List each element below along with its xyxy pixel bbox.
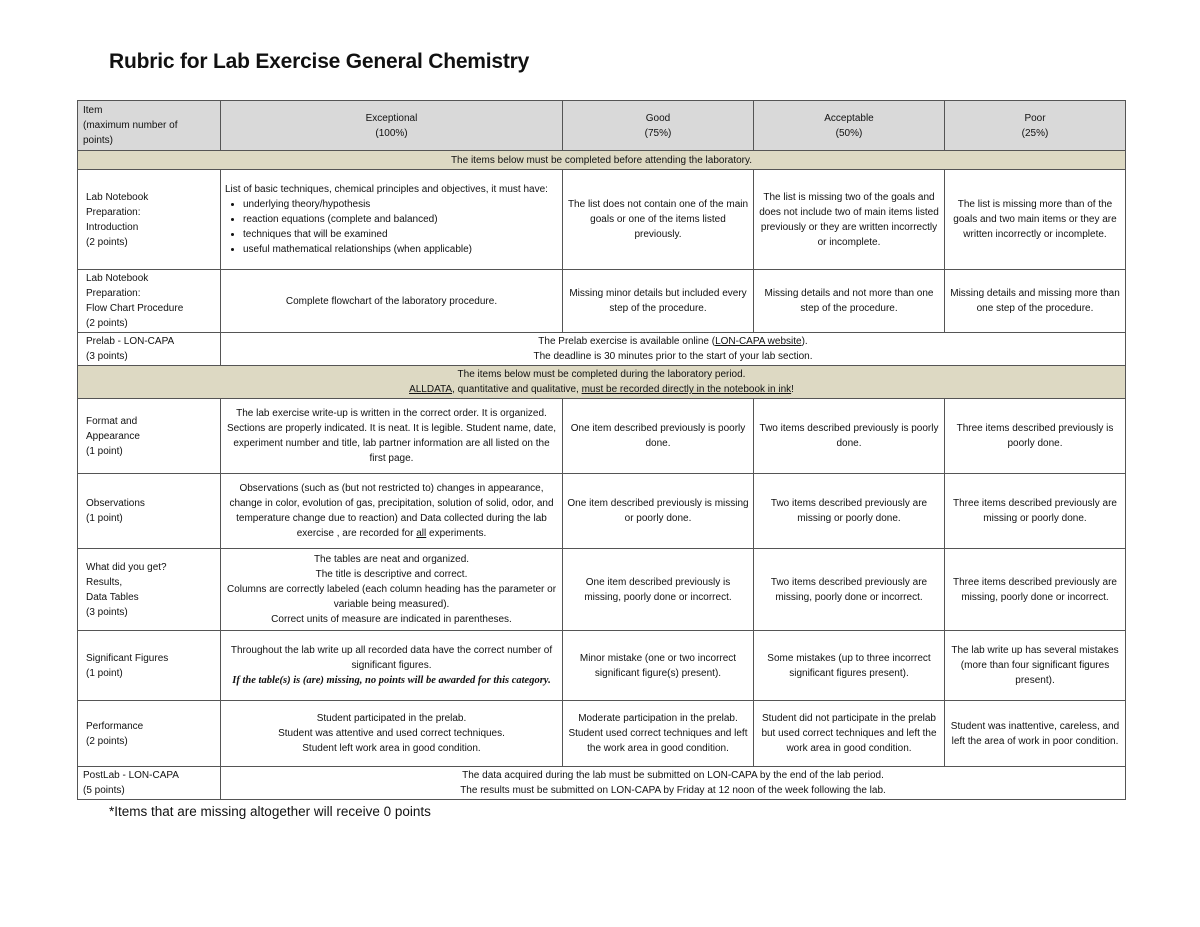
header-label: Poor [1024, 112, 1046, 124]
header-label: Good [645, 112, 671, 124]
page-title: Rubric for Lab Exercise General Chemistry [109, 50, 530, 73]
row-introduction [78, 170, 1126, 270]
item-line: Appearance [86, 430, 140, 442]
postlab-text-cell [221, 767, 1126, 800]
criteria-text: are recorded for [339, 528, 417, 539]
acceptable-cell: Two items described previously are missing, poorly done or incorrect. [754, 549, 945, 631]
header-label: Acceptable [824, 112, 874, 124]
row-results [78, 549, 1126, 631]
header-exceptional [221, 101, 563, 151]
row-flow-chart [78, 270, 1126, 333]
item-line: Results, [86, 576, 123, 588]
header-poor [945, 101, 1126, 151]
list-item: • reaction equations (complete and balanced) [243, 212, 558, 227]
item-cell [78, 701, 221, 767]
item-line: Lab Notebook [86, 191, 149, 203]
header-percent: (100%) [375, 127, 408, 139]
item-line: Flow Chart Procedure [86, 303, 184, 314]
row-prelab [78, 333, 1126, 366]
item-line: (2 points) [86, 318, 128, 329]
item-line: (5 points) [83, 785, 125, 796]
list-item: • techniques that will be examined [243, 227, 558, 242]
exceptional-cell [221, 631, 563, 701]
list-item: • underlying theory/hypothesis [243, 197, 558, 212]
item-cell [78, 333, 221, 366]
item-line: (1 point) [86, 513, 123, 524]
criteria-line: The tables are neat and organized. [313, 554, 470, 565]
exceptional-cell: The lab exercise write-up is written in the correct order. It is organized. Sections are properly indicated. It is neat. It is legible. Student name, date, experiment number and title, lab partner information are all listed on the first page. [221, 399, 563, 474]
item-cell [78, 474, 221, 549]
item-line: (2 points) [86, 236, 128, 248]
good-cell: One item described previously is missing or poorly done. [563, 474, 754, 549]
row-performance [78, 701, 1126, 767]
band-text: The items below must be completed before attending the laboratory. [78, 151, 1126, 170]
acceptable-cell: Missing details and not more than one step of the procedure. [754, 270, 945, 333]
list-item: • useful mathematical relationships (when applicable) [243, 242, 558, 257]
header-item-line: Item [83, 105, 103, 116]
acceptable-cell: The list is missing two of the goals and does not include two of main items listed previously or they are written incorrectly or incomplete. [754, 170, 945, 270]
header-percent: (75%) [644, 127, 672, 139]
acceptable-cell: Two items described previously are missing or poorly done. [754, 474, 945, 549]
criteria-text: List of basic techniques, chemical principles and objectives, it must have: [225, 184, 548, 195]
item-line: Significant Figures [86, 652, 169, 664]
header-acceptable [754, 101, 945, 151]
band-text: The items below must be completed during the laboratory period. [457, 369, 746, 380]
item-line: (1 point) [86, 667, 123, 679]
lon-capa-link[interactable]: LON-CAPA website [715, 336, 802, 347]
poor-cell: Student was inattentive, careless, and left the area of work in poor condition. [945, 701, 1126, 767]
item-line: Preparation: [86, 288, 141, 299]
criteria-line: Student left work area in good condition. [302, 743, 481, 754]
good-cell: Minor mistake (one or two incorrect significant figure(s) present). [563, 631, 754, 701]
header-row [78, 101, 1126, 151]
criteria-line: The title is descriptive and correct. [315, 569, 468, 580]
footnote: *Items that are missing altogether will receive 0 points [109, 804, 431, 819]
item-line: (1 point) [86, 445, 123, 457]
band-text [82, 382, 1121, 397]
criteria-warning: If the table(s) is (are) missing, no points will be awarded for this category. [232, 675, 551, 686]
poor-cell: The list is missing more than of the goals and two main items or they are written incorrectly or incomplete. [945, 170, 1126, 270]
poor-cell: Three items described previously is poorly done. [945, 399, 1126, 474]
band-cell [78, 366, 1126, 399]
prelab-text: The Prelab exercise is available online ( [538, 336, 716, 347]
criteria-text: experiments. [426, 528, 487, 539]
good-cell: The list does not contain one of the main goals or one of the items listed previously. [563, 170, 754, 270]
prelab-text-cell [221, 333, 1126, 366]
prelab-text: ). [801, 336, 808, 347]
band-text: ! [791, 384, 794, 395]
band-emphasis: ALLDATA [409, 384, 453, 395]
criteria-list [225, 197, 558, 257]
acceptable-cell: Two items described previously is poorly done. [754, 399, 945, 474]
header-item-line: (maximum number of [83, 120, 178, 131]
item-line: Introduction [86, 221, 139, 233]
poor-cell: Three items described previously are missing, poorly done or incorrect. [945, 549, 1126, 631]
poor-cell: Three items described previously are missing or poorly done. [945, 474, 1126, 549]
item-cell [78, 767, 221, 800]
criteria-line: Student participated in the prelab. [316, 713, 467, 724]
good-cell: One item described previously is missing, poorly done or incorrect. [563, 549, 754, 631]
acceptable-cell: Some mistakes (up to three incorrect significant figures present). [754, 631, 945, 701]
band-emphasis: must be recorded directly in the notebook in ink [581, 384, 792, 395]
rubric-table [77, 100, 1126, 800]
band-text: , quantitative and qualitative, [452, 384, 582, 395]
prelab-deadline: The deadline is 30 minutes prior to the start of your lab section. [533, 351, 813, 362]
row-format [78, 399, 1126, 474]
header-item-cell [78, 101, 221, 151]
criteria-line: Columns are correctly labeled (each column heading has the parameter or variable being measured). [226, 584, 557, 610]
criteria-emphasis: all [416, 528, 427, 539]
criteria-line: Student was attentive and used correct techniques. [278, 728, 505, 739]
item-cell [78, 170, 221, 270]
criteria-line: Correct units of measure are indicated in parentheses. [271, 614, 512, 625]
section-band-during-lab [78, 366, 1126, 399]
item-line: PostLab - LON-CAPA [83, 770, 179, 781]
item-line: Data Tables [86, 591, 139, 603]
item-line: Lab Notebook [86, 273, 149, 284]
criteria-text: Observations (such as (but not restricted to) changes in appearance, change in color, evolution of gas, precipitation, solution of solid, odor, and temperature change due to reaction) and Data collected during the lab exercise , [229, 483, 554, 539]
item-cell [78, 270, 221, 333]
item-line: Format and [86, 415, 138, 427]
good-cell: One item described previously is poorly done. [563, 399, 754, 474]
poor-cell: The lab write up has several mistakes (more than four significant figures present). [945, 631, 1126, 701]
section-band-before-lab [78, 151, 1126, 170]
item-line: Preparation: [86, 206, 141, 218]
item-cell [78, 399, 221, 474]
row-postlab [78, 767, 1126, 800]
header-percent: (25%) [1021, 127, 1049, 139]
header-percent: (50%) [835, 127, 863, 139]
postlab-line: The data acquired during the lab must be submitted on LON-CAPA by the end of the lab period. [462, 770, 884, 781]
good-cell: Moderate participation in the prelab. Student used correct techniques and left the work area in good condition. [563, 701, 754, 767]
good-cell: Missing minor details but included every step of the procedure. [563, 270, 754, 333]
header-item-line: points) [83, 135, 114, 146]
postlab-line: The results must be submitted on LON-CAPA by Friday at 12 noon of the week following the lab. [460, 785, 886, 796]
exceptional-cell [221, 474, 563, 549]
header-good [563, 101, 754, 151]
header-label: Exceptional [365, 112, 418, 124]
item-cell [78, 631, 221, 701]
item-line: Prelab - LON-CAPA [86, 336, 175, 347]
item-line: (3 points) [86, 351, 128, 362]
row-significant-figures [78, 631, 1126, 701]
item-line: Performance [86, 720, 144, 732]
acceptable-cell: Student did not participate in the prelab but used correct techniques and left the work area in good condition. [754, 701, 945, 767]
item-cell [78, 549, 221, 631]
poor-cell: Missing details and missing more than one step of the procedure. [945, 270, 1126, 333]
item-line: What did you get? [86, 561, 167, 573]
row-observations [78, 474, 1126, 549]
exceptional-cell [221, 549, 563, 631]
exceptional-cell: Complete flowchart of the laboratory procedure. [221, 270, 563, 333]
exceptional-cell [221, 701, 563, 767]
exceptional-cell [221, 170, 563, 270]
prelab-line [225, 334, 1121, 349]
item-line: (3 points) [86, 606, 128, 618]
item-line: (2 points) [86, 735, 128, 747]
criteria-text: Throughout the lab write up all recorded data have the correct number of significant figures. [230, 645, 553, 671]
item-line: Observations [86, 498, 145, 509]
